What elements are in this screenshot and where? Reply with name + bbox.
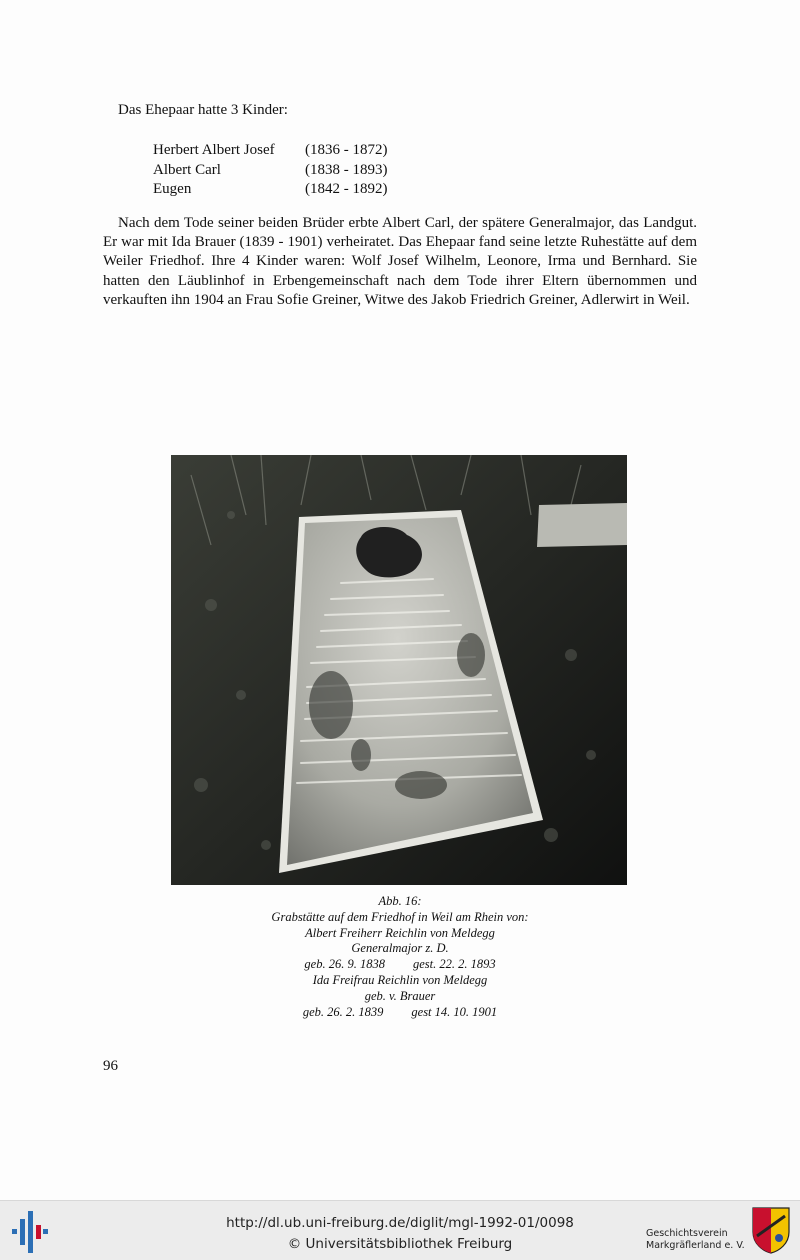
gravestone-photo-image (171, 455, 627, 885)
caption-label: Abb. 16: (378, 894, 422, 908)
copyright-notice: © Universitätsbibliothek Freiburg (287, 1236, 513, 1252)
children-list (153, 141, 388, 200)
caption-line: Generalmajor z. D. (351, 941, 449, 956)
child-years: (1838 - 1893) (305, 161, 388, 178)
list-item (153, 141, 388, 161)
child-name: Eugen (153, 181, 192, 197)
figure-caption (200, 894, 600, 1020)
permalink-url[interactable]: http://dl.ub.uni-freiburg.de/diglit/mgl-1992-01/0098 (226, 1215, 574, 1231)
list-item (153, 180, 388, 200)
caption-dates (200, 1005, 600, 1021)
caption-line: Albert Freiherr Reichlin von Meldegg (305, 925, 495, 940)
caption-died: gest 14. 10. 1901 (411, 1004, 498, 1019)
caption-line: Grabstätte auf dem Friedhof in Weil am Rhein von: (271, 909, 529, 924)
caption-line: geb. v. Brauer (364, 988, 436, 1003)
child-name: Albert Carl (153, 161, 221, 178)
caption-died: gest. 22. 2. 1893 (412, 957, 496, 972)
child-name: Herbert Albert Josef (153, 142, 275, 158)
caption-line: Ida Freifrau Reichlin von Meldegg (312, 972, 488, 987)
child-years: (1842 - 1892) (305, 181, 388, 197)
intro-line: Das Ehepaar hatte 3 Kinder: (118, 102, 288, 118)
list-item (153, 161, 388, 181)
society-name[interactable] (646, 1228, 745, 1252)
coat-of-arms-icon[interactable] (751, 1206, 791, 1254)
society-line: Geschichtsverein (646, 1228, 728, 1239)
caption-dates (200, 957, 600, 973)
society-line: Markgräflerland e. V. (646, 1240, 745, 1251)
page-number: 96 (103, 1058, 118, 1074)
body-paragraph (103, 214, 697, 310)
caption-born: geb. 26. 2. 1839 (302, 1004, 384, 1019)
caption-born: geb. 26. 9. 1838 (304, 957, 385, 972)
child-years: (1836 - 1872) (305, 142, 388, 158)
gravestone-photo (171, 455, 627, 885)
paragraph-text: Nach dem Tode seiner beiden Brüder erbte Albert Carl, der spätere Generalmajor, das Landgut. Er war mit Ida Brauer (1839 - 1901) verheiratet. Das Ehepaar fand seine letzte Ruhestätte auf dem Weiler Friedhof. Ihre 4 Kinder waren: Wolf Josef Wilhelm, Leonore, Irma und Bernhard. Sie hatten den Läublinhof in Erbengemeinschaft nach dem Tode ihrer Eltern übernommen und verkauften ihn 1904 an Frau Sofie Greiner, Witwe des Jakob Friedrich Greiner, Adlerwirt in Weil. (103, 215, 697, 308)
ub-logo-icon[interactable] (12, 1211, 48, 1253)
